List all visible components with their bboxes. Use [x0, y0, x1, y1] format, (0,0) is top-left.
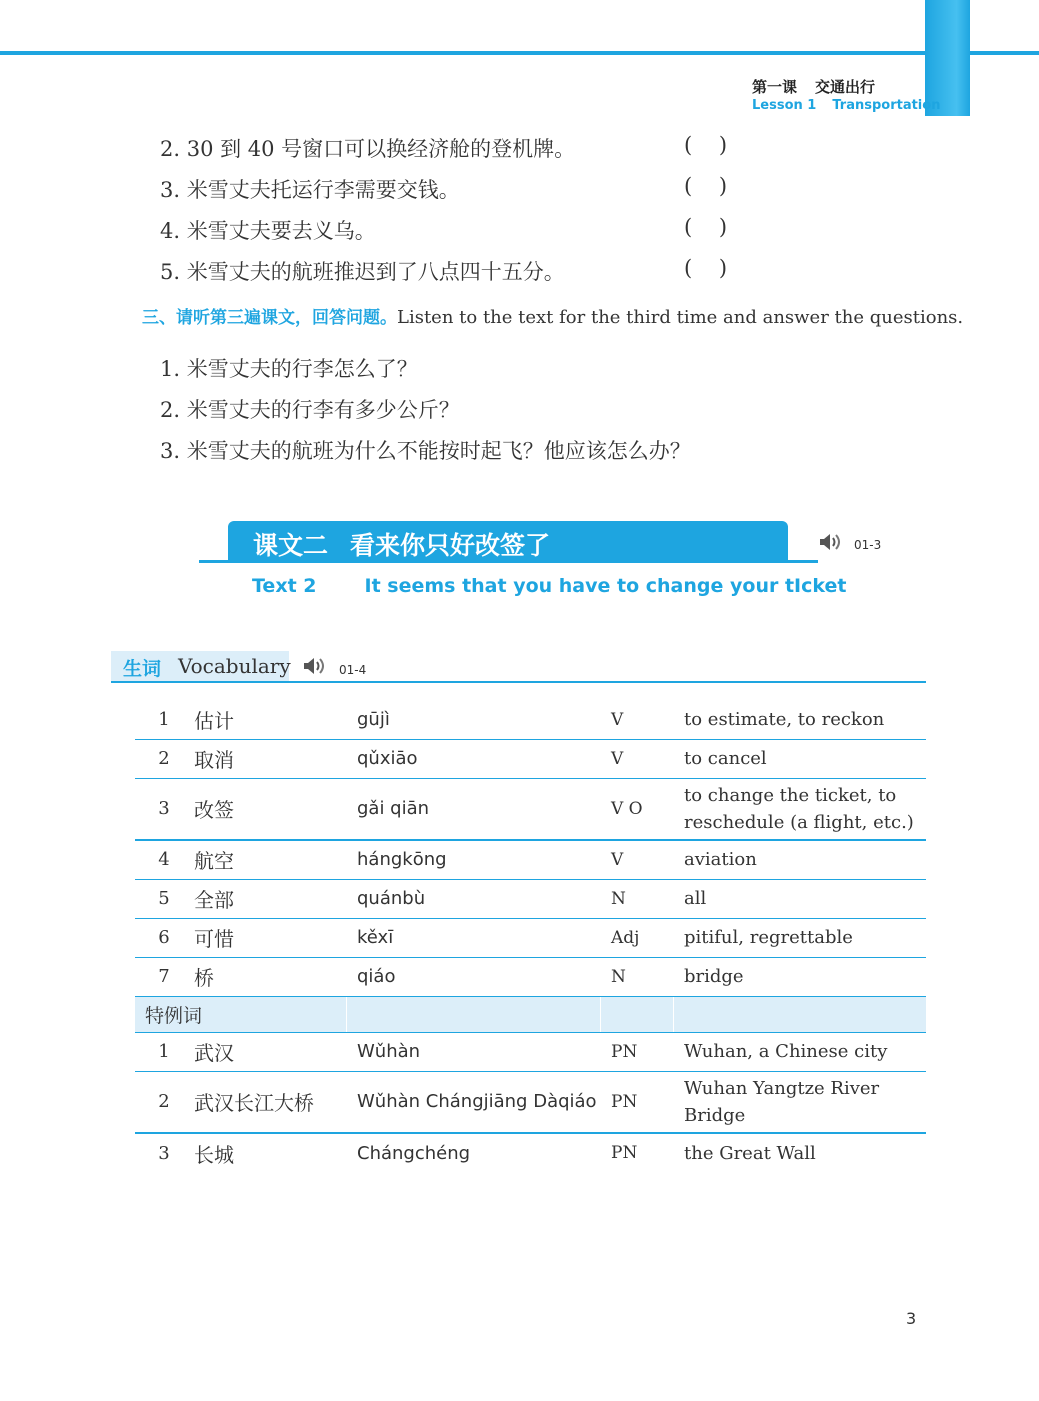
- answer-blank-4[interactable]: ( ): [684, 215, 728, 239]
- vocab-rule: [111, 681, 926, 683]
- special-row: 2 武汉长江大桥 Wǔhàn Chángjiāng Dàqiáo PN Wuhan Yangtze River Bridge: [135, 1071, 926, 1133]
- special-words-header: 特例词: [135, 996, 926, 1032]
- vocab-row: 6 可惜 kěxī Adj pitiful, regrettable: [135, 918, 926, 957]
- vocab-audio-code: 01-4: [339, 663, 367, 677]
- answer-blank-2[interactable]: ( ): [684, 133, 728, 157]
- vocab-title-en: Vocabulary: [178, 654, 291, 678]
- header-rule: [0, 51, 1039, 55]
- vocab-row: 2 取消 qǔxiāo V to cancel: [135, 739, 926, 778]
- text2-audio-code: 01-3: [854, 538, 882, 552]
- section-3-title-cn: 三、请听第三遍课文，回答问题。: [142, 308, 397, 328]
- statement-4: 4. 米雪丈夫要去义乌。: [160, 219, 376, 243]
- vocab-row: 5 全部 quánbù N all: [135, 879, 926, 918]
- speaker-icon[interactable]: [818, 531, 844, 553]
- answer-blank-3[interactable]: ( ): [684, 174, 728, 198]
- question-1: 1. 米雪丈夫的行李怎么了？: [160, 357, 418, 381]
- vocab-title-cn: 生词: [123, 658, 162, 680]
- vocab-heading: [111, 651, 289, 682]
- lesson-title-cn: 第一课 交通出行: [752, 78, 876, 96]
- vocab-table: [135, 701, 926, 1172]
- question-2: 2. 米雪丈夫的行李有多少公斤？: [160, 398, 460, 422]
- section-3-heading: [142, 303, 963, 328]
- section-3-title-en: Listen to the text for the third time and answer the questions.: [397, 307, 964, 328]
- answer-blank-5[interactable]: ( ): [684, 256, 728, 280]
- statement-2: 2. 30 到 40 号窗口可以换经济舱的登机牌。: [160, 137, 576, 161]
- page-number: 3: [906, 1309, 917, 1328]
- vocab-row: 3 改签 gǎi qiān V O to change the ticket, to reschedule (a flight, etc.): [135, 778, 926, 840]
- vocab-row: 4 航空 hángkōng V aviation: [135, 840, 926, 879]
- vocab-row: 7 桥 qiáo N bridge: [135, 957, 926, 996]
- lesson-title-en: Lesson 1 Transportation: [752, 98, 941, 113]
- statement-5: 5. 米雪丈夫的航班推迟到了八点四十五分。: [160, 260, 565, 284]
- text2-title-cn: 课文二 看来你只好改签了: [253, 531, 551, 560]
- special-row: 1 武汉 Wǔhàn PN Wuhan, a Chinese city: [135, 1032, 926, 1071]
- special-row: 3 长城 Chángchéng PN the Great Wall: [135, 1133, 926, 1172]
- question-3: 3. 米雪丈夫的航班为什么不能按时起飞？他应该怎么办？: [160, 439, 691, 463]
- vocab-row: 1 估计 gūjì V to estimate, to reckon: [135, 701, 926, 739]
- speaker-icon[interactable]: [302, 655, 328, 677]
- text2-title-en: Text 2 It seems that you have to change your tIcket: [252, 575, 847, 597]
- statement-3: 3. 米雪丈夫托运行李需要交钱。: [160, 178, 460, 202]
